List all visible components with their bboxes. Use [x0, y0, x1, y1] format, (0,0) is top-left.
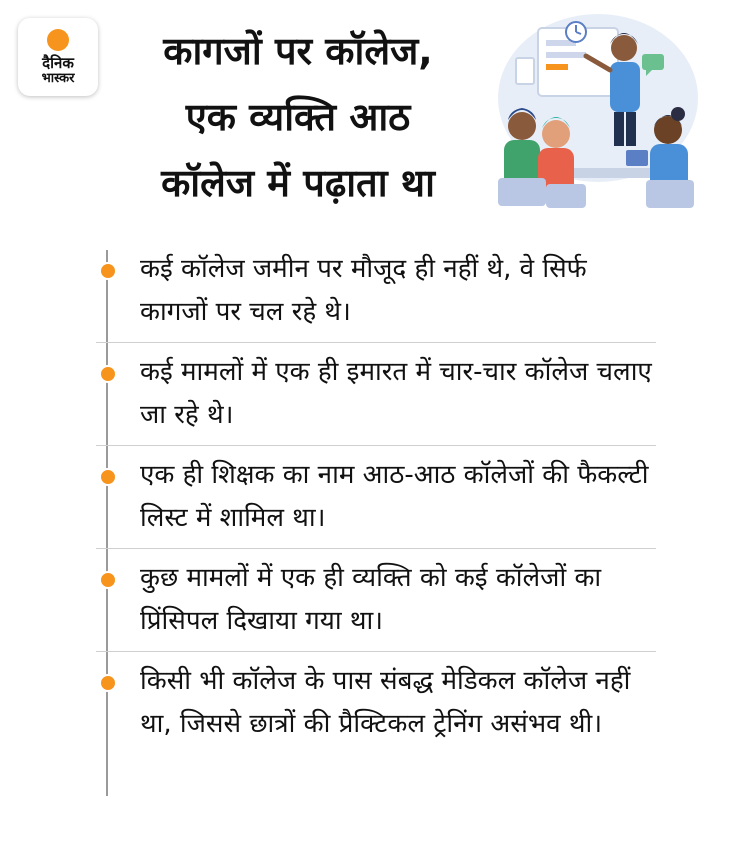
- list-item-text: कई मामलों में एक ही इमारत में चार-चार कॉलेज चलाए जा रहे थे।: [140, 357, 652, 430]
- headline-line-3: कॉलेज में पढ़ाता था: [161, 161, 435, 205]
- list-item-text: कई कॉलेज जमीन पर मौजूद ही नहीं थे, वे सिर्फ कागजों पर चल रहे थे।: [140, 254, 587, 327]
- key-points-list: [96, 240, 656, 754]
- teacher-with-students-illustration: [486, 8, 712, 224]
- bullet-dot-icon: [99, 571, 117, 589]
- headline-line-2: एक व्यक्ति आठ: [185, 95, 411, 139]
- classroom-illustration-icon: [486, 8, 712, 224]
- headline: [98, 18, 498, 216]
- bullet-dot-icon: [99, 468, 117, 486]
- list-item: [96, 549, 656, 652]
- sun-icon: [47, 29, 69, 51]
- list-item: [96, 343, 656, 446]
- list-item-text: कुछ मामलों में एक ही व्यक्ति को कई कॉलेजों का प्रिंसिपल दिखाया गया था।: [140, 563, 602, 636]
- bullet-dot-icon: [99, 262, 117, 280]
- brand-name-line1: दैनिक: [42, 53, 74, 72]
- list-item-text: एक ही शिक्षक का नाम आठ-आठ कॉलेजों की फैकल्टी लिस्ट में शामिल था।: [140, 460, 649, 533]
- bullet-dot-icon: [99, 365, 117, 383]
- list-item: [96, 240, 656, 343]
- list-item: [96, 446, 656, 549]
- list-item: [96, 652, 656, 754]
- brand-logo: [18, 18, 98, 96]
- list-item-text: किसी भी कॉलेज के पास संबद्ध मेडिकल कॉलेज नहीं था, जिससे छात्रों की प्रैक्टिकल ट्रेनिंग असंभव थी।: [140, 666, 631, 739]
- bullet-dot-icon: [99, 674, 117, 692]
- headline-line-1: कागजों पर कॉलेज,: [163, 29, 433, 73]
- brand-name-line2: भास्कर: [41, 70, 75, 86]
